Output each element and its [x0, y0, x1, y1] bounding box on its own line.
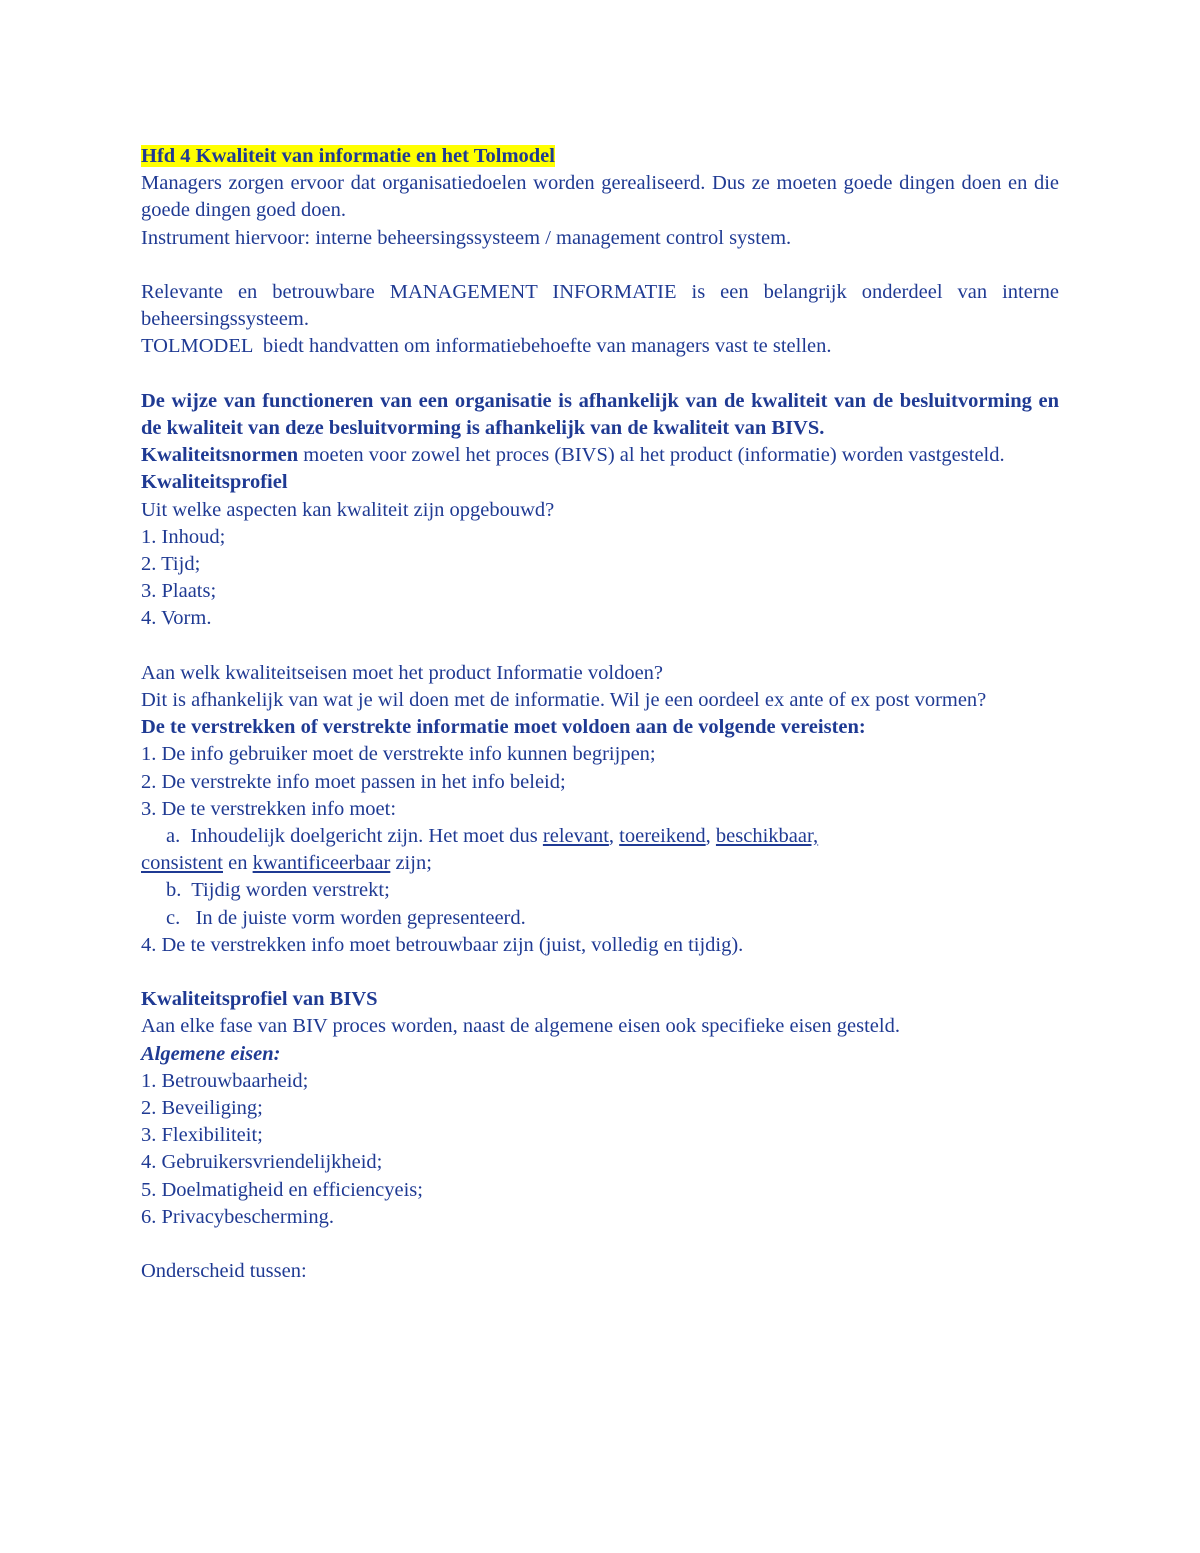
chapter-heading: Hfd 4 Kwaliteit van informatie en het Tolmodel — [141, 145, 555, 167]
profiel-title: Kwaliteitsprofiel — [141, 471, 288, 494]
bivs-title: Kwaliteitsprofiel van BIVS — [141, 988, 378, 1011]
list-item: 2. Beveiliging; — [141, 1097, 263, 1120]
eisen-explanation: Dit is afhankelijk van wat je wil doen met de informatie. Wil je een oordeel ex ante of ex post vormen? — [141, 689, 987, 712]
sub-item-a: a. Inhoudelijk doelgericht zijn. Het moet dus relevant, toereikend, beschikbaar, — [166, 825, 819, 848]
profiel-question: Uit welke aspecten kan kwaliteit zijn opgebouwd? — [141, 498, 555, 521]
bivs-text: Aan elke fase van BIV proces worden, naast de algemene eisen ook specifieke eisen gesteld. — [141, 1015, 900, 1038]
algemene-eisen-heading: Algemene eisen: — [141, 1042, 281, 1065]
onderscheid-line: Onderscheid tussen: — [141, 1260, 307, 1283]
list-item: 1. De info gebruiker moet de verstrekte info kunnen begrijpen; — [141, 743, 656, 766]
list-item: 4. Gebruikersvriendelijkheid; — [141, 1151, 383, 1174]
sub-item-a-continued: consistent en kwantificeerbaar zijn; — [141, 852, 432, 875]
intro-paragraph: Managers zorgen ervoor dat organisatiedoelen worden gerealiseerd. Dus ze moeten goede dingen doen en die goede dingen goed doen. — [141, 172, 1059, 222]
sub-item-c: c. In de juiste vorm worden gepresenteerd. — [166, 906, 526, 929]
list-item: 1. Betrouwbaarheid; — [141, 1069, 309, 1092]
sub-item-b: b. Tijdig worden verstrekt; — [166, 879, 390, 902]
vereisten-heading: De te verstrekken of verstrekte informatie moet voldoen aan de volgende vereisten: — [141, 716, 866, 739]
list-item: 5. Doelmatigheid en efficiencyeis; — [141, 1178, 423, 1201]
wijze-paragraph: De wijze van functioneren van een organisatie is afhankelijk van de kwaliteit van de besluitvorming en de kwaliteit van deze besluitvorming is afhankelijk van de kwaliteit van BIVS. — [141, 389, 1059, 439]
eisen-question: Aan welk kwaliteitseisen moet het product Informatie voldoen? — [141, 661, 664, 684]
list-item: 1. Inhoud; — [141, 525, 226, 548]
list-item: 6. Privacybescherming. — [141, 1205, 334, 1228]
list-item: 3. Flexibiliteit; — [141, 1124, 263, 1147]
normen-paragraph: Kwaliteitsnormen moeten voor zowel het proces (BIVS) al het product (informatie) worden vastgesteld. — [141, 444, 1005, 467]
instrument-line: Instrument hiervoor: interne beheersingssysteem / management control system. — [141, 226, 792, 249]
list-item: 3. De te verstrekken info moet: — [141, 797, 397, 820]
document-page — [141, 143, 1059, 1285]
list-item: 2. Tijd; — [141, 553, 201, 576]
list-item: 2. De verstrekte info moet passen in het info beleid; — [141, 770, 566, 793]
list-item: 4. De te verstrekken info moet betrouwbaar zijn (juist, volledig en tijdig). — [141, 933, 744, 956]
list-item: 3. Plaats; — [141, 580, 217, 603]
relevant-paragraph: Relevante en betrouwbare MANAGEMENT INFORMATIE is een belangrijk onderdeel van interne beheersingssysteem. — [141, 281, 1059, 331]
list-item: 4. Vorm. — [141, 607, 212, 630]
tolmodel-line: TOLMODEL biedt handvatten om informatiebehoefte van managers vast te stellen. — [141, 335, 832, 358]
